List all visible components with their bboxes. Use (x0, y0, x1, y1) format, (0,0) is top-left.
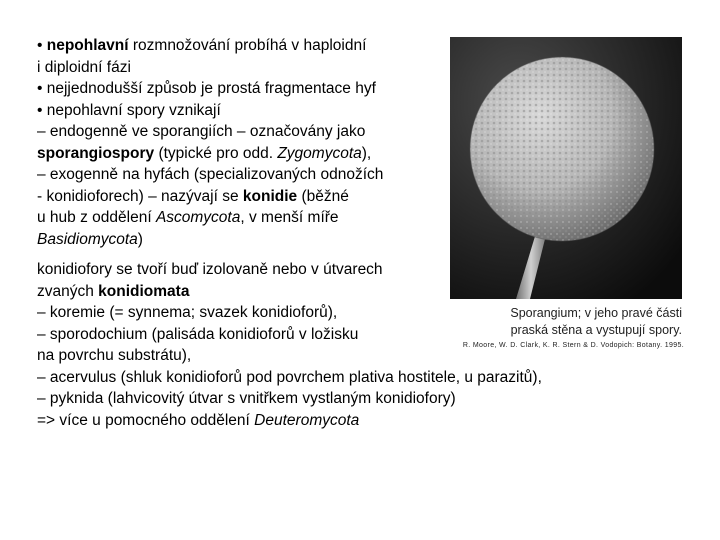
text-line: – koremie (= synnema; svazek konidioforů), (37, 304, 338, 321)
text-line: konidiofory se tvoří buď izolovaně nebo v útvarech (37, 261, 383, 278)
text-line (37, 207, 383, 229)
text-line (37, 410, 542, 432)
image-caption (452, 305, 682, 339)
text-fragment: u hub z oddělení (37, 209, 156, 226)
top-text-block (37, 35, 383, 250)
sporangium-micrograph (450, 37, 682, 299)
text-fragment: , v menší míře (240, 209, 339, 226)
bold-term: nepohlavní (46, 37, 129, 54)
text-fragment: rozmnožování probíhá v haploidní (128, 37, 367, 54)
italic-taxon: Ascomycota (155, 209, 241, 226)
text-line: • nejjednodušší způsob je prostá fragmentace hyf (37, 80, 376, 97)
text-line: – acervulus (shluk konidioforů pod povrchem plativa hostitele, u parazitů), (37, 368, 542, 386)
text-fragment: (typické pro odd. (154, 144, 278, 162)
text-line: i diploidní fázi (37, 58, 131, 76)
italic-taxon: Basidiomycota (37, 230, 138, 248)
sporangium-texture (470, 57, 654, 241)
bullet: • (37, 37, 47, 54)
italic-taxon: Deuteromycota (254, 411, 360, 429)
text-line (37, 186, 383, 208)
text-fragment: ) (137, 230, 143, 248)
text-line: – exogenně na hyfách (specializovaných odnožích (37, 166, 384, 183)
text-line (37, 229, 383, 251)
text-fragment: ), (361, 144, 372, 162)
text-fragment: (běžné (297, 187, 349, 205)
sporangium-image (450, 37, 682, 299)
bold-term: konidiomata (98, 282, 190, 300)
text-line: na povrchu substrátu), (37, 347, 192, 364)
text-line (37, 143, 383, 165)
bold-term: konidie (242, 187, 298, 205)
text-line: – endogenně ve sporangiích – označovány jako (37, 123, 366, 140)
text-fragment: zvaných (37, 282, 99, 300)
image-credit: R. Moore, W. D. Clark, K. R. Stern & D. Vodopich: Botany. 1995. (462, 342, 684, 349)
bold-term: sporangiospory (37, 144, 155, 162)
italic-taxon: Zygomycota (277, 144, 362, 162)
text-fragment: - konidioforech) – nazývají se (37, 187, 243, 205)
text-line (37, 35, 383, 57)
text-line: • nepohlavní spory vznikají (37, 101, 221, 119)
text-line: – sporodochium (palisáda konidioforů v ložisku (37, 325, 359, 343)
text-line: – pyknida (lahvicovitý útvar s vnitřkem vystlaným konidiofory) (37, 390, 456, 407)
caption-line: praská stěna a vystupují spory. (510, 323, 682, 337)
caption-line: Sporangium; v jeho pravé části (510, 306, 682, 320)
text-fragment: => více u pomocného oddělení (37, 411, 255, 429)
